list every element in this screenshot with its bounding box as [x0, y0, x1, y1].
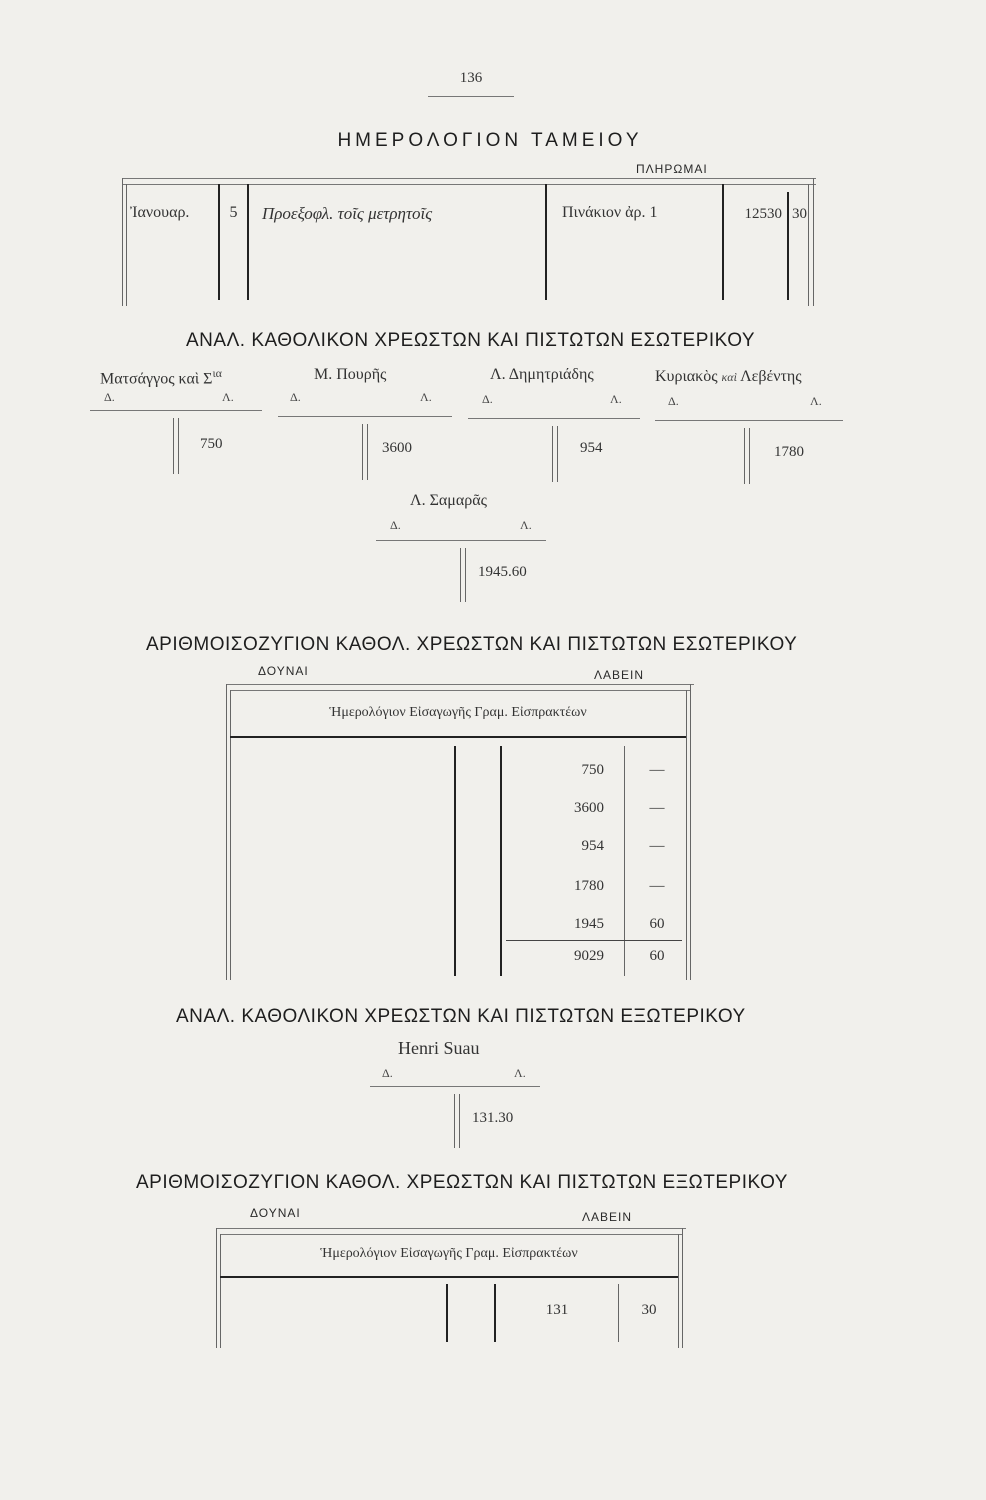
account-name: Henri Suau	[398, 1038, 480, 1058]
account-name: Κυριακὸς καὶ Λεβέντης	[655, 368, 802, 385]
debit-label: ΔΟΥΝΑΙ	[250, 1206, 301, 1220]
payments-label: ΠΛΗΡΩΜΑΙ	[636, 162, 708, 176]
journal-description: Προεξοφλ. τοῖς μετρητοῖς	[262, 204, 433, 223]
account-debit-label: Δ.	[104, 390, 115, 404]
table-row-amount: 1945	[574, 916, 604, 932]
debit-label: ΔΟΥΝΑΙ	[258, 664, 309, 678]
table-row-cents: —	[649, 800, 665, 816]
account-debit-label: Δ.	[382, 1066, 393, 1080]
table-row-amount: 3600	[574, 800, 604, 816]
table-total-amount: 9029	[574, 948, 604, 964]
table-row-amount: 954	[581, 838, 604, 854]
account-value: 3600	[382, 440, 412, 456]
account-value: 131.30	[472, 1110, 514, 1126]
table-header: Ἡμερολόγιον Εἰσαγωγῆς Γραμ. Εἰσπρακτέων	[320, 1246, 578, 1261]
external-ledger-title: ΑΝΑΛ. ΚΑΘΟΛΙΚΟΝ ΧΡΕΩΣΤΩΝ ΚΑΙ ΠΙΣΤΩΤΩΝ ΕΞΩΤΕΡΙΚΟΥ	[176, 1006, 746, 1027]
account-value: 1780	[774, 444, 804, 460]
account-debit-label: Δ.	[482, 392, 493, 406]
account-credit-label: Λ.	[514, 1066, 526, 1080]
table-row-cents: 30	[641, 1302, 657, 1318]
credit-label: ΛΑΒΕΙΝ	[594, 668, 645, 682]
journal-amount: 12530	[744, 206, 782, 222]
journal-cents: 30	[792, 206, 807, 222]
journal-month: Ἰανουαρ.	[130, 204, 190, 221]
table-row-amount: 131	[545, 1302, 569, 1318]
table-row-cents: 60	[649, 916, 665, 932]
table-row-cents: —	[649, 878, 665, 894]
account-value: 954	[580, 440, 603, 456]
table-row-cents: —	[649, 838, 665, 854]
account-debit-label: Δ.	[668, 394, 679, 408]
external-trial-balance-title: ΑΡΙΘΜΟΙΣΟΖΥΓΙΟΝ ΚΑΘΟΛ. ΧΡΕΩΣΤΩΝ ΚΑΙ ΠΙΣΤΩΤΩΝ ΕΞΩΤΕΡΙΚΟΥ	[136, 1172, 788, 1193]
account-name: Ματσάγγος καὶ $\Sigma^{\iota\alpha}$	[100, 366, 222, 388]
table-total-cents: 60	[649, 948, 665, 964]
credit-label: ΛΑΒΕΙΝ	[582, 1210, 633, 1224]
account-credit-label: Λ.	[420, 390, 432, 404]
table-row-cents: —	[649, 762, 665, 778]
account-credit-label: Λ.	[520, 518, 532, 532]
table-row-amount: 1780	[574, 878, 604, 894]
account-debit-label: Δ.	[390, 518, 401, 532]
internal-trial-balance-title: ΑΡΙΘΜΟΙΣΟΖΥΓΙΟΝ ΚΑΘΟΛ. ΧΡΕΩΣΤΩΝ ΚΑΙ ΠΙΣΤΩΤΩΝ ΕΣΩΤΕΡΙΚΟΥ	[146, 634, 798, 655]
page-number: 136	[459, 70, 483, 86]
account-value: 1945.60	[478, 564, 527, 580]
account-value: 750	[200, 436, 223, 452]
account-credit-label: Λ.	[222, 390, 234, 404]
internal-ledger-title: ΑΝΑΛ. ΚΑΘΟΛΙΚΟΝ ΧΡΕΩΣΤΩΝ ΚΑΙ ΠΙΣΤΩΤΩΝ ΕΣΩΤΕΡΙΚΟΥ	[186, 330, 756, 351]
account-name: Λ. Σαμαρᾶς	[410, 492, 487, 509]
journal-day: 5	[229, 204, 238, 221]
cash-journal-title: ΗΜΕΡΟΛΟΓΙΟΝ ΤΑΜΕΙΟΥ	[337, 130, 643, 151]
account-debit-label: Δ.	[290, 390, 301, 404]
journal-reference: Πινάκιον ἀρ. 1	[562, 204, 658, 221]
table-row-amount: 750	[581, 762, 604, 778]
table-header: Ἡμερολόγιον Εἰσαγωγῆς Γραμ. Εἰσπρακτέων	[329, 705, 587, 720]
account-name: Λ. Δημητριάδης	[490, 366, 594, 383]
account-credit-label: Λ.	[810, 394, 822, 408]
account-credit-label: Λ.	[610, 392, 622, 406]
page-number-rule	[428, 96, 514, 97]
account-name: Μ. Πουρῆς	[314, 366, 387, 383]
